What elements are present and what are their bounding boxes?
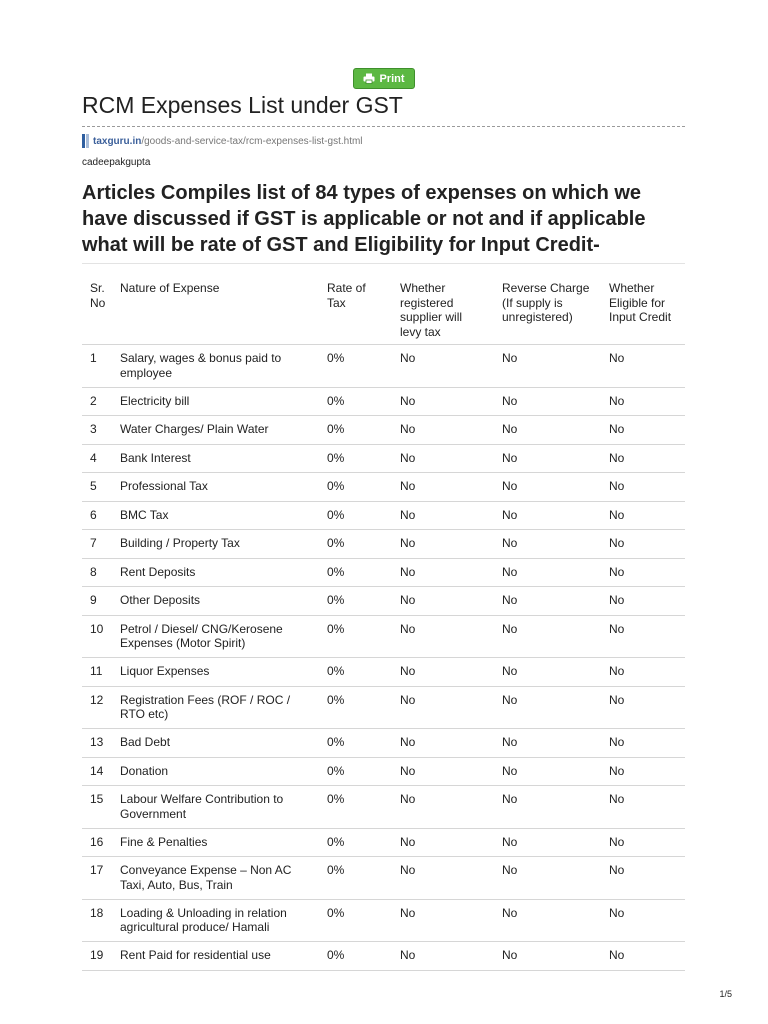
cell-rate: 0% xyxy=(327,863,345,877)
cell-expense: Loading & Unloading in relation agricultural produce/ Hamali xyxy=(120,905,287,934)
cell-reverse-charge: No xyxy=(502,763,518,778)
header-registered-supplier: Whether registered supplier will levy tax xyxy=(400,281,463,339)
cell-rate: 0% xyxy=(327,834,345,849)
cell-expense: Labour Welfare Contribution to Government xyxy=(120,792,284,821)
cell-expense: Petrol / Diesel/ CNG/Kerosene Expenses (Motor Spirit) xyxy=(120,621,283,650)
cell-input-credit: No xyxy=(609,948,625,962)
cell-sr-no: 15 xyxy=(90,792,104,806)
cell-input-credit: No xyxy=(609,792,625,806)
cell-rate: 0% xyxy=(327,905,345,920)
cell-input-credit: No xyxy=(609,763,625,778)
table-row xyxy=(82,729,685,758)
cell-input-credit: No xyxy=(609,450,625,465)
table-row xyxy=(82,899,685,942)
author-name: cadeepakgupta xyxy=(82,157,151,168)
cell-input-credit: No xyxy=(609,834,625,849)
cell-sr-no: 12 xyxy=(90,692,104,707)
print-button-label: Print xyxy=(379,72,405,85)
source-domain: taxguru.in xyxy=(93,135,142,147)
print-button[interactable] xyxy=(353,68,415,89)
cell-sr-no: 14 xyxy=(90,763,104,778)
cell-sr-no: 11 xyxy=(90,664,103,678)
cell-input-credit: No xyxy=(609,905,625,920)
cell-reverse-charge: No xyxy=(502,621,518,636)
cell-rate: 0% xyxy=(327,393,345,408)
cell-registered: No xyxy=(400,735,416,749)
source-path: /goods-and-service-tax/rcm-expenses-list-gst.html xyxy=(141,135,363,147)
cell-registered: No xyxy=(400,792,416,806)
cell-sr-no: 2 xyxy=(90,393,97,408)
cell-registered: No xyxy=(400,664,416,678)
cell-sr-no: 6 xyxy=(90,507,97,522)
cell-registered: No xyxy=(400,351,416,365)
cell-input-credit: No xyxy=(609,735,625,749)
cell-rate: 0% xyxy=(327,948,345,962)
cell-expense: BMC Tax xyxy=(120,507,169,522)
table-row xyxy=(82,558,685,587)
cell-registered: No xyxy=(400,422,416,436)
cell-registered: No xyxy=(400,393,416,408)
cell-sr-no: 4 xyxy=(90,450,97,465)
cell-sr-no: 9 xyxy=(90,593,97,607)
cell-input-credit: No xyxy=(609,863,625,877)
cell-sr-no: 10 xyxy=(90,621,104,636)
table-row xyxy=(82,828,685,857)
source-link[interactable] xyxy=(82,134,363,148)
cell-rate: 0% xyxy=(327,479,345,493)
cell-expense: Liquor Expenses xyxy=(120,664,210,678)
cell-expense: Fine & Penalties xyxy=(120,834,208,849)
cell-input-credit: No xyxy=(609,621,625,636)
header-rate-of-tax: Rate of Tax xyxy=(327,281,366,310)
cell-expense: Bad Debt xyxy=(120,735,171,749)
cell-sr-no: 13 xyxy=(90,735,104,749)
cell-rate: 0% xyxy=(327,593,345,607)
cell-expense: Donation xyxy=(120,763,169,778)
table-row xyxy=(82,416,685,445)
cell-reverse-charge: No xyxy=(502,564,518,579)
cell-expense: Rent Paid for residential use xyxy=(120,948,271,962)
cell-rate: 0% xyxy=(327,450,345,465)
table-row xyxy=(82,587,685,616)
source-marker-accent xyxy=(86,134,89,148)
table-row xyxy=(82,942,685,971)
cell-input-credit: No xyxy=(609,664,625,678)
cell-reverse-charge: No xyxy=(502,735,518,749)
printer-icon xyxy=(363,73,375,84)
cell-rate: 0% xyxy=(327,536,345,550)
cell-reverse-charge: No xyxy=(502,905,518,920)
cell-registered: No xyxy=(400,621,416,636)
cell-reverse-charge: No xyxy=(502,507,518,522)
cell-reverse-charge: No xyxy=(502,692,518,707)
cell-rate: 0% xyxy=(327,763,345,778)
table-row xyxy=(82,473,685,502)
cell-registered: No xyxy=(400,564,416,579)
cell-rate: 0% xyxy=(327,792,345,806)
cell-expense: Registration Fees (ROF / ROC / RTO etc) xyxy=(120,692,291,721)
cell-expense: Water Charges/ Plain Water xyxy=(120,422,269,436)
cell-registered: No xyxy=(400,905,416,920)
cell-registered: No xyxy=(400,450,416,465)
cell-sr-no: 5 xyxy=(90,479,97,493)
cell-sr-no: 17 xyxy=(90,863,104,877)
header-reverse-charge: Reverse Charge (If supply is unregistered) xyxy=(502,281,590,324)
cell-input-credit: No xyxy=(609,593,625,607)
cell-reverse-charge: No xyxy=(502,422,518,436)
cell-expense: Electricity bill xyxy=(120,393,190,408)
cell-input-credit: No xyxy=(609,536,625,550)
cell-reverse-charge: No xyxy=(502,479,518,493)
cell-registered: No xyxy=(400,536,416,550)
source-marker-icon xyxy=(82,134,85,148)
table-row xyxy=(82,786,685,829)
table-row xyxy=(82,345,685,388)
cell-expense: Professional Tax xyxy=(120,479,208,493)
table-row xyxy=(82,387,685,416)
cell-sr-no: 1 xyxy=(90,351,97,365)
cell-reverse-charge: No xyxy=(502,393,518,408)
cell-sr-no: 3 xyxy=(90,422,97,436)
header-nature-of-expense: Nature of Expense xyxy=(120,281,220,295)
cell-reverse-charge: No xyxy=(502,834,518,849)
cell-expense: Building / Property Tax xyxy=(120,536,240,550)
cell-reverse-charge: No xyxy=(502,664,518,678)
table-header-row xyxy=(82,274,685,345)
cell-sr-no: 16 xyxy=(90,834,104,849)
title-divider xyxy=(82,126,685,127)
cell-registered: No xyxy=(400,593,416,607)
cell-expense: Rent Deposits xyxy=(120,564,196,579)
cell-sr-no: 19 xyxy=(90,948,104,962)
cell-input-credit: No xyxy=(609,422,625,436)
cell-rate: 0% xyxy=(327,692,345,707)
cell-registered: No xyxy=(400,834,416,849)
cell-reverse-charge: No xyxy=(502,593,518,607)
table-row xyxy=(82,501,685,530)
cell-registered: No xyxy=(400,863,416,877)
page-title: RCM Expenses List under GST xyxy=(82,92,403,118)
cell-input-credit: No xyxy=(609,564,625,579)
cell-input-credit: No xyxy=(609,351,625,365)
cell-expense: Other Deposits xyxy=(120,593,201,607)
cell-rate: 0% xyxy=(327,621,345,636)
cell-registered: No xyxy=(400,763,416,778)
cell-sr-no: 7 xyxy=(90,536,97,550)
article-heading: Articles Compiles list of 84 types of expenses on which we have discussed if GST is applicable or not and if applicable what will be rate of GST and Eligibility for Input Credit- xyxy=(82,182,646,256)
cell-registered: No xyxy=(400,692,416,707)
cell-rate: 0% xyxy=(327,351,345,365)
cell-reverse-charge: No xyxy=(502,536,518,550)
cell-registered: No xyxy=(400,479,416,493)
cell-expense: Salary, wages & bonus paid to employee xyxy=(120,351,282,380)
header-sr-no: Sr. No xyxy=(90,281,106,310)
table-row xyxy=(82,857,685,900)
cell-rate: 0% xyxy=(327,507,345,522)
header-input-credit: Whether Eligible for Input Credit xyxy=(609,281,672,324)
table-row xyxy=(82,757,685,786)
cell-reverse-charge: No xyxy=(502,948,518,962)
cell-rate: 0% xyxy=(327,422,345,436)
cell-input-credit: No xyxy=(609,393,625,408)
cell-input-credit: No xyxy=(609,692,625,707)
table-row xyxy=(82,444,685,473)
cell-expense: Bank Interest xyxy=(120,450,191,465)
cell-rate: 0% xyxy=(327,735,345,749)
cell-reverse-charge: No xyxy=(502,792,518,806)
cell-sr-no: 18 xyxy=(90,905,104,920)
cell-expense: Conveyance Expense – Non AC Taxi, Auto, Bus, Train xyxy=(120,863,292,892)
cell-reverse-charge: No xyxy=(502,351,518,365)
expenses-table xyxy=(82,274,685,971)
cell-rate: 0% xyxy=(327,564,345,579)
cell-reverse-charge: No xyxy=(502,863,518,877)
table-row xyxy=(82,658,685,687)
page-number: 1/5 xyxy=(719,989,732,999)
heading-divider xyxy=(82,263,685,264)
cell-input-credit: No xyxy=(609,507,625,522)
cell-sr-no: 8 xyxy=(90,564,97,579)
cell-registered: No xyxy=(400,948,416,962)
cell-rate: 0% xyxy=(327,664,345,678)
table-row xyxy=(82,686,685,729)
cell-input-credit: No xyxy=(609,479,625,493)
cell-registered: No xyxy=(400,507,416,522)
cell-reverse-charge: No xyxy=(502,450,518,465)
table-row xyxy=(82,530,685,559)
table-row xyxy=(82,615,685,658)
